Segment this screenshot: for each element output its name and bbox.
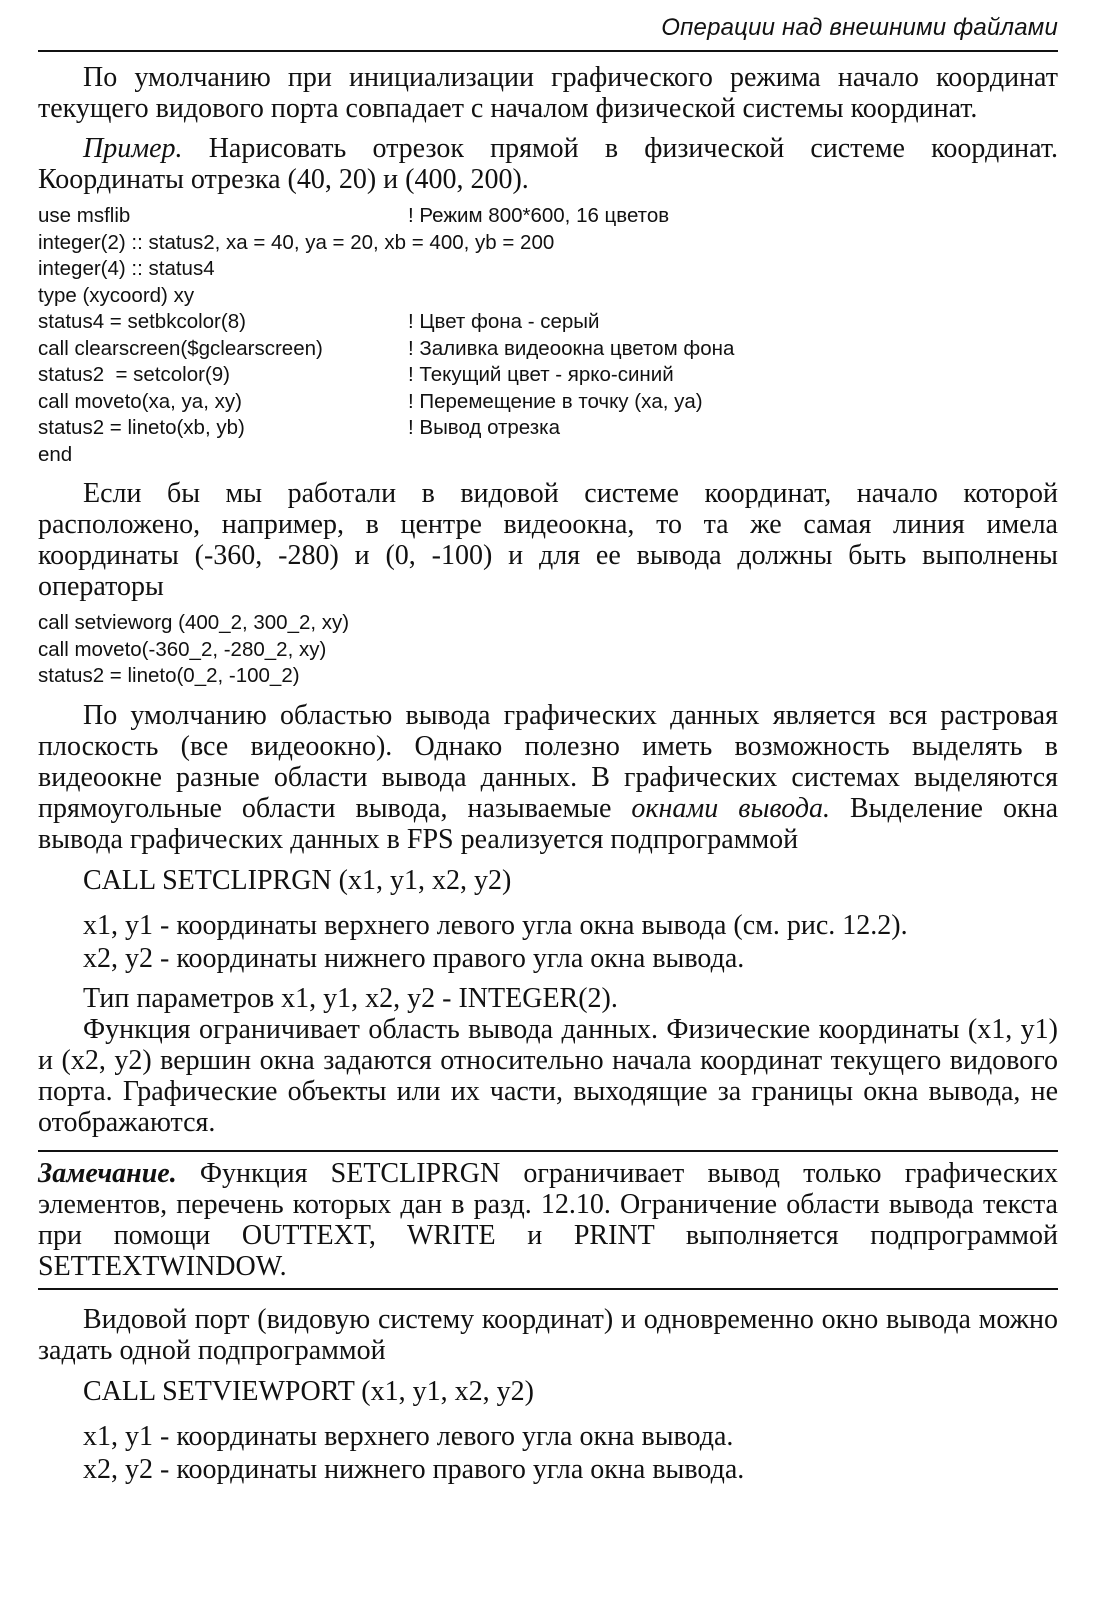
code-statement: status4 = setbkcolor(8) (38, 310, 246, 333)
code-line (38, 203, 1058, 230)
code-statement: use msflib (38, 204, 131, 227)
code-line (38, 362, 1058, 389)
note-paragraph (38, 1158, 1058, 1282)
code-line (38, 256, 1058, 283)
code-line (38, 336, 1058, 363)
code-comment: ! Режим 800*600, 16 цветов (408, 204, 670, 227)
code-comment: ! Перемещение в точку (xa, ya) (408, 389, 703, 413)
code-statement: type (xycoord) xy (38, 283, 195, 307)
param-x2-y2: x2, y2 - координаты нижнего правого угла окна вывода. (83, 942, 745, 974)
paragraph-example (38, 133, 1058, 195)
code-statement: status2 = lineto(xb, yb) (38, 416, 245, 439)
setcliprgn-call: CALL SETCLIPRGN (x1, y1, x2, y2) (83, 864, 512, 896)
paragraph-param-type: Тип параметров x1, y1, x2, y2 - INTEGER(2). (83, 982, 618, 1014)
code-listing-viewport (38, 610, 1058, 690)
param-x1-y1-viewport: x1, y1 - координаты верхнего левого угла окна вывода. (83, 1420, 734, 1452)
code-line (38, 283, 1058, 310)
example-text: Нарисовать отрезок прямой в физической системе координат. Координаты отрезка (40, 20) и (400, 200). (38, 133, 1058, 195)
example-label: Пример. (83, 133, 183, 164)
param-x1-y1: x1, y1 - координаты верхнего левого угла окна вывода (см. рис. 12.2). (83, 909, 908, 941)
code-line: status2 = lineto(0_2, -100_2) (38, 664, 300, 687)
clip-text-a: По умолчанию областью вывода графических данных является вся растровая плоскость (все видеоокно). Однако полезно иметь возможность выделять в видеоокне разные области вывода данных. В графических системах выделяются прямоугольные области вывода, называемые (38, 699, 1058, 824)
code-comment: ! Текущий цвет - ярко-синий (408, 363, 674, 386)
code-comment: ! Цвет фона - серый (408, 310, 600, 333)
paragraph-view-coords: Если бы мы работали в видовой системе координат, начало которой расположено, например, в центре видеоокна, то та же самая линия имела координаты (-360, -280) и (0, -100) и для ее вывода должны быть выполнены операторы (38, 478, 1058, 602)
code-listing-physical (38, 203, 1058, 468)
code-comment: ! Заливка видеоокна цветом фона (408, 336, 735, 360)
code-line (38, 309, 1058, 336)
running-head: Операции над внешними файлами (661, 14, 1058, 41)
code-statement: end (38, 442, 73, 466)
code-line (38, 230, 1058, 257)
clip-term: окнами вывода. (631, 792, 830, 824)
code-statement: status2 = setcolor(9) (38, 363, 230, 386)
code-statement: integer(2) :: status2, xa = 40, ya = 20, xb = 400, yb = 200 (38, 230, 555, 254)
code-line (38, 442, 1058, 469)
code-statement: call moveto(xa, ya, xy) (38, 389, 242, 413)
code-statement: call clearscreen($gclearscreen) (38, 336, 323, 360)
param-x2-y2-viewport: x2, y2 - координаты нижнего правого угла окна вывода. (83, 1453, 745, 1485)
paragraph-clip-region (38, 700, 1058, 855)
note-box (38, 1150, 1058, 1290)
note-text: Функция SETCLIPRGN ограничивает вывод только графических элементов, перечень которых дан в разд. 12.10. Ограничение области вывода текста при помощи OUTTEXT, WRITE и PRINT выполняется подпрограммой SETTEXTWINDOW. (38, 1157, 1058, 1282)
paragraph-default-origin: По умолчанию при инициализации графического режима начало координат текущего видового порта совпадает с началом физической системы координат. (38, 62, 1058, 124)
code-comment: ! Вывод отрезка (408, 416, 560, 439)
header-rule (38, 50, 1058, 52)
note-label: Замечание. (38, 1157, 177, 1189)
code-line: call moveto(-360_2, -280_2, xy) (38, 637, 327, 661)
code-line (38, 389, 1058, 416)
code-line: call setvieworg (400_2, 300_2, xy) (38, 611, 350, 634)
paragraph-setviewport: Видовой порт (видовую систему координат) и одновременно окно вывода можно задать одной подпрограммой (38, 1303, 1058, 1366)
paragraph-function-desc: Функция ограничивает область вывода данных. Физические координаты (x1, y1) и (x2, y2) вершин окна задаются относительно начала координат текущего видового порта. Графические объекты или их части, выходящие за границы окна вывода, не отображаются. (38, 1013, 1058, 1138)
clip-text-b: Выделение окна вывода графических данных в FPS реализуется подпрограммой (38, 792, 1058, 855)
setviewport-call: CALL SETVIEWPORT (x1, y1, x2, y2) (83, 1375, 534, 1407)
code-statement: integer(4) :: status4 (38, 257, 215, 280)
code-line (38, 415, 1058, 442)
page-body (38, 62, 1058, 1486)
